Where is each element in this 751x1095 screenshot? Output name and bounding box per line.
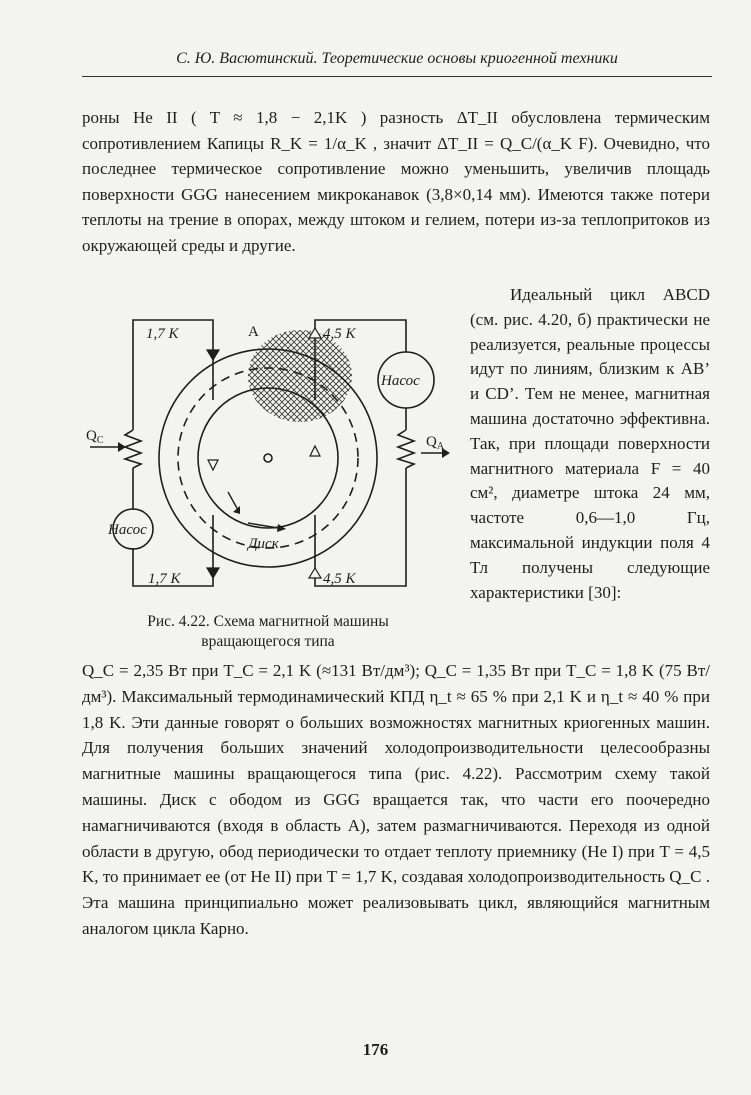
label-qa: $Q_A$: [426, 434, 445, 452]
caption-line-2: вращающегося типа: [201, 633, 335, 650]
label-pump-left: Насос: [108, 522, 147, 538]
header-rule: [82, 76, 712, 77]
bottom-paragraph: [82, 658, 710, 942]
figure-caption: [88, 612, 448, 652]
magnetic-machine-diagram: [78, 300, 458, 610]
disk-axis: [264, 454, 272, 462]
qc-arrowhead: [118, 442, 126, 452]
heat-exchanger-right: [398, 430, 414, 468]
heat-exchanger-left: [125, 430, 141, 468]
label-disk: Диск: [248, 536, 279, 552]
figure-4-22: [78, 300, 458, 610]
intro-text: роны He II ( T ≈ 1,8 − 2,1K ) разность ΔT_II обусловлена термическим сопротивлением Капицы R_K = 1/α_K , значит ΔT_II = Q_C/(α_K F). Очевидно, что последнее термическое сопротивление можно уменьшить, увеличив площадь поверхности GGG нанесением микроканавок (3,8×0,14 мм). Имеются также потери теплоты на трение в опорах, между штоком и гелием, потери из-за теплопритоков из окружающей среды и другие.: [82, 108, 710, 255]
bottom-text: Q_C = 2,35 Вт при T_C = 2,1 K (≈131 Вт/дм³); Q_C = 1,35 Вт при T_C = 1,8 K (75 Вт/дм³). Максимальный термодинамический КПД η_t ≈ 65 % при 2,1 K и η_t ≈ 40 % при 1,8 K. Эти данные говорят о больших возможностях магнитных криогенных машин. Для получения больших значений холодопроизводительности целесообразны магнитные машины вращающегося типа (рис. 4.22). Рассмотрим схему такой машины. Диск с ободом из GGG вращается так, что части его поочередно намагничиваются (входя в область А), затем размагничиваются. Переходя из одной области в другую, обод периодически то отдает теплоту приемнику (He I) при T = 4,5 K, то принимает ее (от He II) при T = 1,7 K, создавая холодопроизводительность Q_C . Эта машина принципиально может реализовывать цикл, являющийся магнитным аналогом цикла Карно.: [82, 661, 710, 938]
side-text: Идеальный цикл ABCD (см. рис. 4.20, б) практически не реализуется, реальные процессы идут по линиям, близким к AB’ и CD’. Тем не менее, магнитная машина достаточно эффективна. Так, при площади поверхности магнитного материала F = 40 см², диаметре штока 24 мм, частоте 0,6—1,0 Гц, максимальной индукции поля 4 Тл получены следующие характеристики [30]:: [470, 285, 710, 602]
page-number: 176: [362, 1040, 389, 1059]
label-temp-bottom-left: 1,7 K: [148, 571, 181, 587]
running-header: С. Ю. Васютинский. Теоретические основы криогенной техники: [176, 50, 618, 67]
label-temp-top-left: 1,7 K: [146, 326, 179, 342]
label-temp-bottom-right: 4,5 K: [323, 571, 356, 587]
rotation-arrow-left: [228, 492, 238, 510]
label-pump-right: Насос: [381, 373, 420, 389]
label-qc: $Q_C$: [86, 428, 104, 446]
label-temp-top-right: 4,5 K: [323, 326, 356, 342]
intro-paragraph: [82, 105, 710, 259]
caption-line-1: Рис. 4.22. Схема магнитной машины: [147, 613, 389, 630]
label-region-a: A: [248, 324, 259, 340]
region-a-field: [248, 330, 352, 422]
side-paragraph: [470, 283, 710, 605]
